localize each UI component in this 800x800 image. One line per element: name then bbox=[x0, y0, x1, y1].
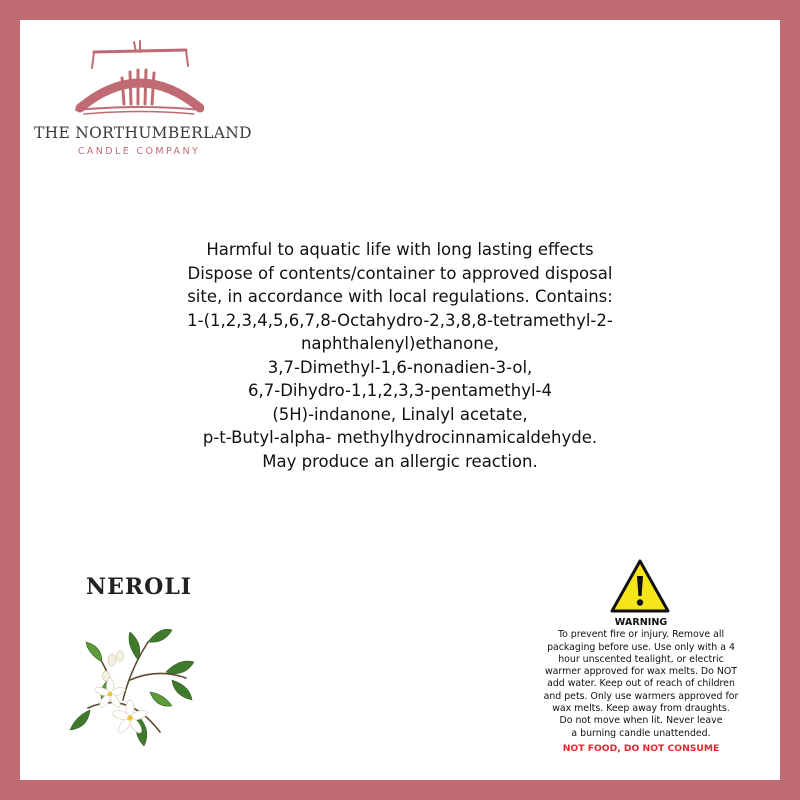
label-card bbox=[20, 20, 780, 780]
statement-line: May produce an allergic reaction. bbox=[262, 451, 538, 471]
warning-line: packaging before use. Use only with a 4 bbox=[547, 641, 735, 653]
brand-subtitle: CANDLE COMPANY bbox=[77, 146, 201, 157]
warning-line: a burning candle unattended. bbox=[571, 727, 711, 739]
product-name: NEROLI bbox=[86, 574, 193, 600]
warning-line: warmer approved for wax melts. Do NOT bbox=[544, 666, 737, 678]
statement-line: Dispose of contents/container to approved disposal bbox=[187, 263, 613, 283]
statement-line: p-t-Butyl-alpha- methylhydrocinnamicaldehyde. bbox=[202, 428, 598, 447]
brand-logo bbox=[34, 38, 252, 166]
warning-line: To prevent fire or injury. Remove all bbox=[557, 629, 725, 641]
warning-block bbox=[525, 617, 757, 755]
warning-line: wax melts. Keep away from draughts. bbox=[552, 703, 730, 715]
statement-line: 6,7-Dihydro-1,1,2,3,3-pentamethyl-4 bbox=[248, 381, 552, 400]
warning-line: and pets. Only use warmers approved for bbox=[543, 690, 739, 702]
statement-line: 3,7-Dimethyl-1,6-nonadien-3-ol, bbox=[267, 357, 533, 377]
warning-title: WARNING bbox=[614, 617, 668, 628]
neroli-blossom-icon bbox=[68, 620, 198, 750]
warning-line: hour unscented tealight, or electric bbox=[558, 653, 724, 665]
not-food-notice: NOT FOOD, DO NOT CONSUME bbox=[562, 742, 720, 754]
statement-line: site, in accordance with local regulations. Contains: bbox=[187, 287, 613, 306]
statement-line: 1-(1,2,3,4,5,6,7,8-Octahydro-2,3,8,8-tetramethyl-2- bbox=[187, 310, 613, 330]
statement-line: Harmful to aquatic life with long lasting effects bbox=[206, 240, 594, 259]
statement-line: naphthalenyl)ethanone, bbox=[300, 334, 500, 353]
warning-line: Do not move when lit. Never leave bbox=[559, 715, 723, 727]
bridge-logo-icon bbox=[74, 38, 204, 122]
statement-line: (5H)-indanone, Linalyl acetate, bbox=[272, 404, 528, 424]
warning-line: add water. Keep out of reach of children bbox=[547, 678, 735, 690]
brand-name: THE NORTHUMBERLAND bbox=[34, 124, 252, 142]
hazard-statement bbox=[110, 238, 690, 473]
warning-triangle-icon bbox=[609, 558, 671, 614]
